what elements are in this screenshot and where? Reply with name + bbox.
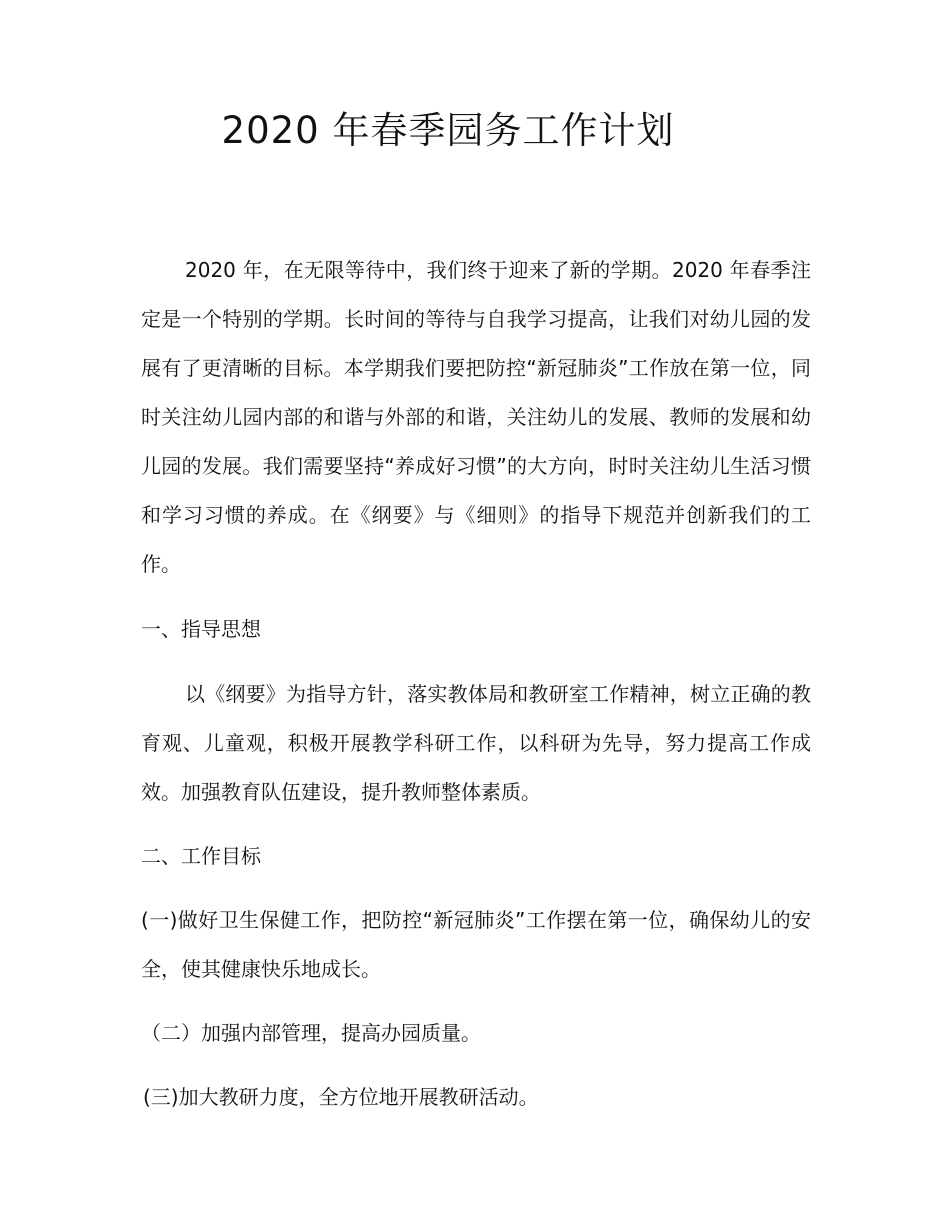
document-body xyxy=(141,246,811,1122)
intro-paragraph: 2020 年，在无限等待中，我们终于迎来了新的学期。2020 年春季注定是一个特别的学期。长时间的等待与自我学习提高，让我们对幼儿园的发展有了更清晰的目标。本学期我们要把防控“新冠肺炎”工作放在第一位，同时关注幼儿园内部的和谐与外部的和谐，关注幼儿的发展、教师的发展和幼儿园的发展。我们需要坚持“养成好习惯”的大方向，时时关注幼儿生活习惯和学习习惯的养成。在《纲要》与《细则》的指导下规范并创新我们的工作。 xyxy=(141,258,811,576)
guiding-ideology-paragraph: 以《纲要》为指导方针，落实教体局和教研室工作精神，树立正确的教育观、儿童观，积极开展教学科研工作，以科研为先导，努力提高工作成效。加强教育队伍建设，提升教师整体素质。 xyxy=(141,682,811,804)
work-goal-item-2: （二）加强内部管理，提高办园质量。 xyxy=(141,1021,481,1045)
work-goal-item-3: (三)加大教研力度，全方位地开展教研活动。 xyxy=(143,1085,539,1109)
work-goal-item-1: (一)做好卫生保健工作，把防控“新冠肺炎”工作摆在第一位，确保幼儿的安全，使其健康快乐地成长。 xyxy=(141,908,811,981)
section-heading-guiding-ideology: 一、指导思想 xyxy=(141,617,261,641)
document-title: 2020 年春季园务工作计划 xyxy=(221,109,675,152)
section-heading-work-goals: 二、工作目标 xyxy=(141,844,261,868)
